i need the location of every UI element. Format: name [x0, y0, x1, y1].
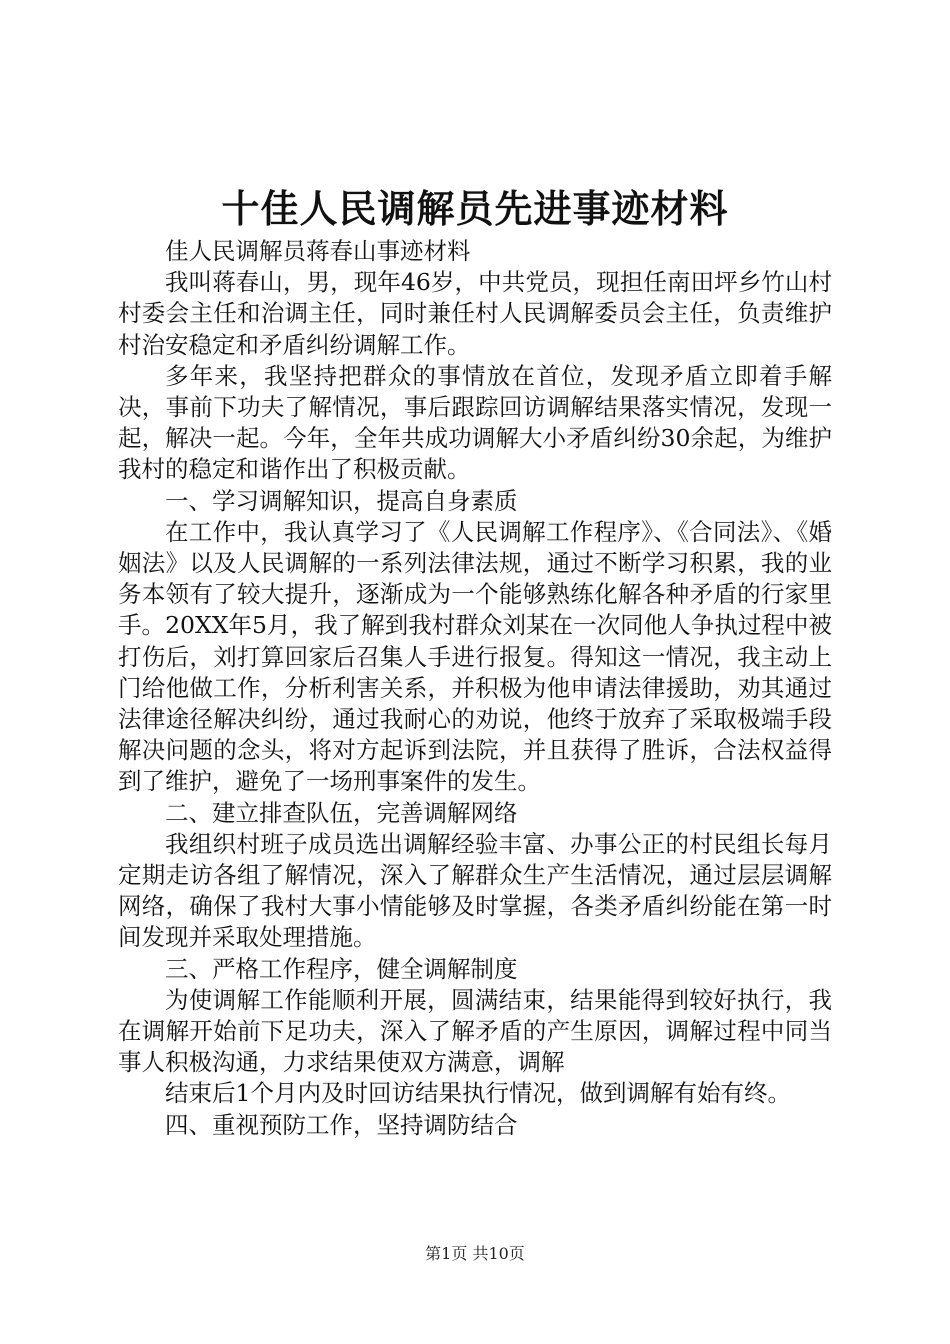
document-body — [118, 236, 832, 1141]
paragraph: 我叫蒋春山，男，现年46岁，中共党员，现担任南田坪乡竹山村村委会主任和治调主任，同时兼任村人民调解委员会主任，负责维护村治安稳定和矛盾纠纷调解工作。 — [118, 268, 832, 359]
section-heading: 三、严格工作程序，健全调解制度 — [165, 954, 518, 983]
document-title: 十佳人民调解员先进事迹材料 — [221, 186, 729, 231]
section-heading: 四、重视预防工作，坚持调防结合 — [165, 1110, 518, 1139]
paragraph: 多年来，我坚持把群众的事情放在首位，发现矛盾立即着手解决，事前下功夫了解情况，事后跟踪回访调解结果落实情况，发现一起，解决一起。今年，全年共成功调解大小矛盾纠纷30余起，为维护我村的稳定和谐作出了积极贡献。 — [118, 361, 832, 484]
paragraph: 为使调解工作能顺利开展，圆满结束，结果能得到较好执行，我在调解开始前下足功夫，深入了解矛盾的产生原因，调解过程中同当事人积极沟通，力求结果使双方满意，调解 — [118, 985, 832, 1077]
section-heading: 一、学习调解知识，提高自身素质 — [165, 486, 518, 515]
paragraph: 我组织村班子成员选出调解经验丰富、办事公正的村民组长每月定期走访各组了解情况，深入了解群众生产生活情况，通过层层调解网络，确保了我村大事小情能够及时掌握，各类矛盾纠纷能在第一时间发现并采取处理措施。 — [118, 829, 832, 952]
section-heading: 二、建立排查队伍，完善调解网络 — [165, 798, 518, 827]
paragraph-subtitle: 佳人民调解员蒋春山事迹材料 — [165, 237, 471, 265]
paragraph: 在工作中，我认真学习了《人民调解工作程序》、《合同法》、《婚姻法》以及人民调解的一系列法律法规，通过不断学习积累，我的业务本领有了较大提升，逐渐成为一个能够熟练化解各种矛盾的行家里手。20XX年5月，我了解到我村群众刘某在一次同他人争执过程中被打伤后，刘打算回家后召集人手进行报复。得知这一情况，我主动上门给他做工作，分析利害关系，并积极为他申请法律援助，劝其通过法律途径解决纠纷，通过我耐心的劝说，他终于放弃了采取极端手段解决问题的念头，将对方起诉到法院，并且获得了胜诉，合法权益得到了维护，避免了一场刑事案件的发生。 — [118, 517, 832, 796]
page-number: 第1页 共10页 — [425, 1244, 525, 1263]
paragraph: 结束后1个月内及时回访结果执行情况，做到调解有始有终。 — [165, 1079, 791, 1108]
